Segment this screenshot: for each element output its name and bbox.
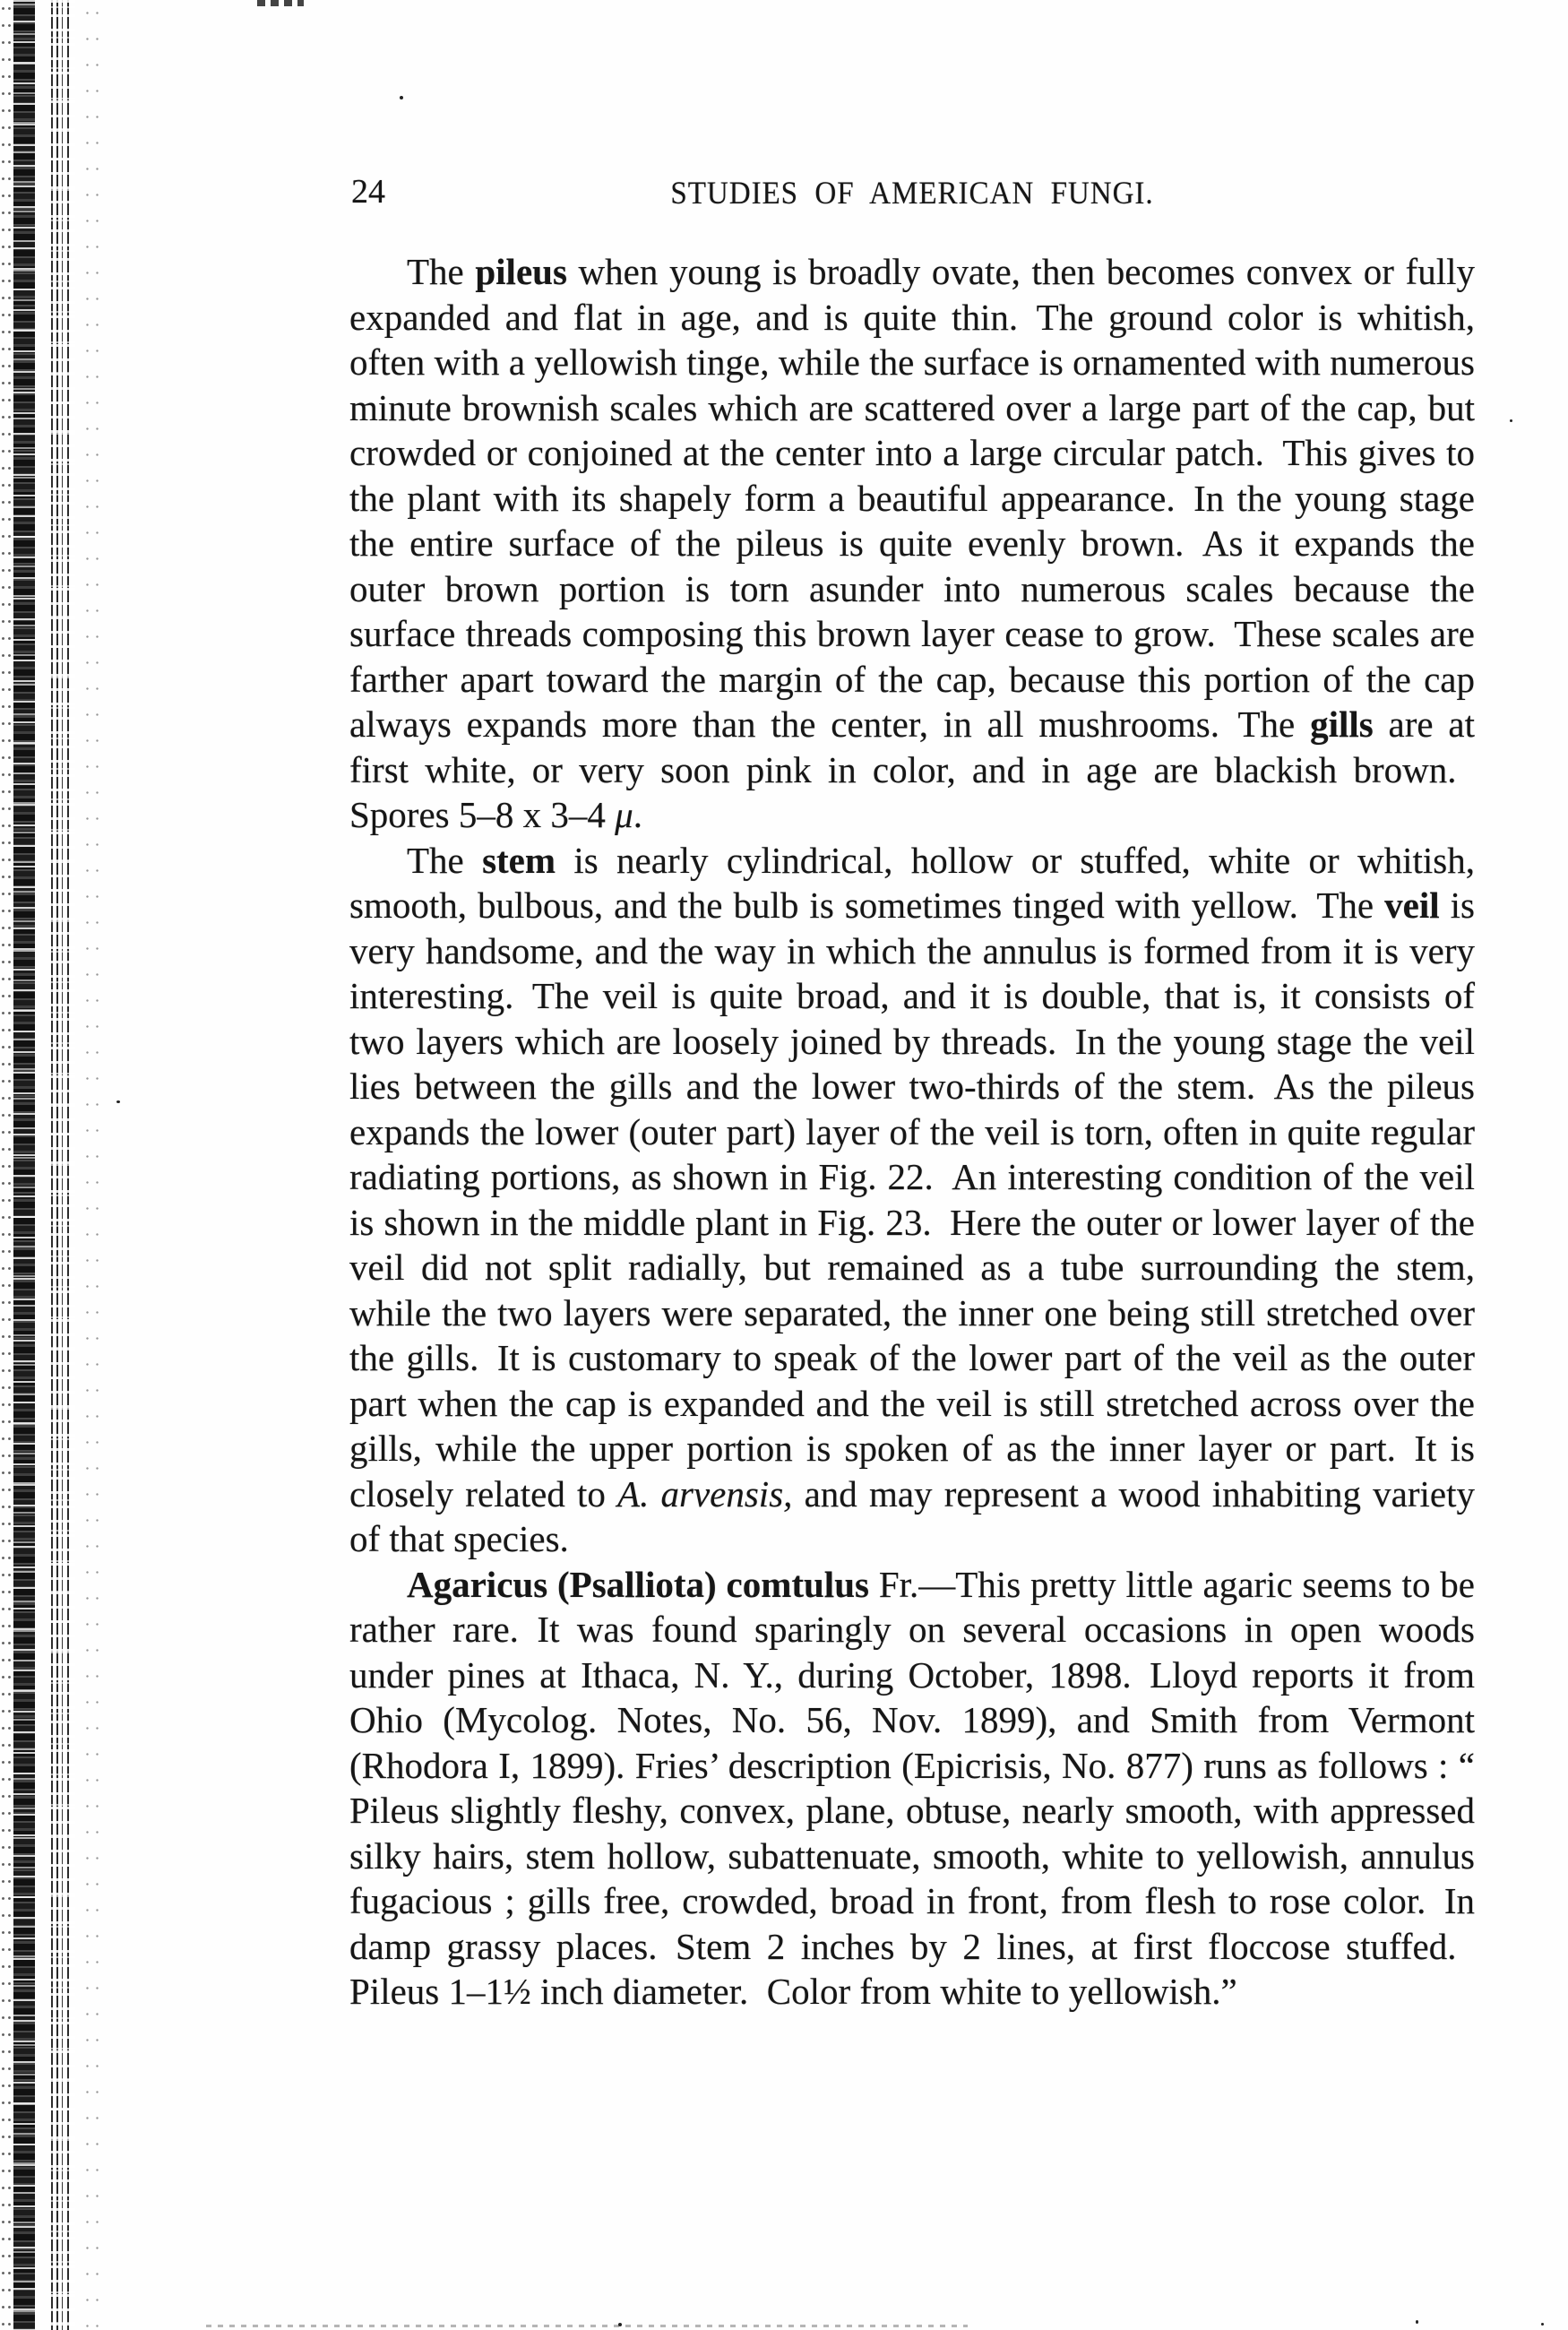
text-segment: are at first white, or very soon pink in color, and in age are blackish brown. Spores 5–8 x 3–4 (349, 703, 1476, 835)
text-segment: and may represent a wood inhabiting variety of that species. (349, 1472, 1475, 1559)
page-header (349, 174, 1475, 217)
scan-binding-band-dashed (51, 0, 75, 2330)
scan-speck (618, 2323, 622, 2326)
text-segment: The (407, 251, 476, 292)
text-segment-italic: A. arvensis, (617, 1472, 793, 1514)
scan-edge-speckle-left (0, 0, 11, 2330)
scan-noise-bottom-line (206, 2325, 968, 2327)
text-segment: is nearly cylindrical, hollow or stuffed, white or whitish, smooth, bulbous, and the bulb is sometimes tinged with yellow. The (349, 839, 1475, 926)
text-segment: is very handsome, and the way in which the annulus is formed from it is very interesting. The veil is quite broad, and it is double, that is, it consists of two layers which are loosely joined by threads. In the young stage the veil lies between the gills and the lower two-thirds of the stem. As the pileus expands the lower (outer part) layer of the veil is torn, often in quite regular radiating portions, as shown in Fig. 22. An interesting condition of the veil is shown in the middle plant in Fig. 23. Here the outer or lower layer of the veil did not split radially, but remained as a tube surrounding the stem, while the two layers were separated, the inner one being still stretched over the gills. It is customary to speak of the lower part of the veil as the outer part when the cap is expanded and the veil is still stretched across over the gills, while the upper portion is spoken of as the inner layer or part. It is closely related to (349, 885, 1475, 1514)
scan-speck (1510, 419, 1512, 422)
scan-edge-speckle-inner (82, 0, 102, 2330)
scan-speck (400, 96, 403, 99)
text-segment-bold: veil (1384, 885, 1440, 926)
paragraph (349, 1562, 1475, 2015)
text-segment: Fr.—This pretty little agaric seems to be rather rare. It was found sparingly on several occasions in open woods under pines at Ithaca, N. Y., during October, 1898. Lloyd reports it from Ohio (Mycolog. Notes, No. 56, Nov. 1899), and Smith from Vermont (Rhodora I, 1899). Fries’ description (Epicrisis, No. 877) runs as follows : “ Pileus slightly fleshy, convex, plane, obtuse, nearly smooth, with appressed silky hairs, stem hollow, subattenuate, smooth, white to yellowish, annulus fugacious ; gills free, crowded, broad in front, from flesh to rose color. In damp grassy places. Stem 2 inches by 2 lines, at first floccose stuffed. Pileus 1–1½ inch diameter. Color from white to yellowish.” (349, 1563, 1476, 2012)
body-text (349, 249, 1475, 2015)
running-title: STUDIES OF AMERICAN FUNGI. (670, 175, 1154, 211)
paragraph (349, 249, 1475, 838)
scan-speck (1416, 2320, 1418, 2324)
text-segment-italic: μ (615, 794, 633, 835)
scan-binding-band-dense (13, 0, 35, 2330)
scan-noise-top-marks (257, 0, 304, 6)
text-segment-bold: pileus (475, 251, 567, 292)
scan-speck (1541, 2323, 1544, 2326)
text-segment: when young is broadly ovate, then becomes convex or fully expanded and flat in age, and is quite thin. The ground color is whitish, often with a yellowish tinge, while the surface is ornamented with numerous minute brownish scales which are scattered over a large part of the cap, but crowded or conjoined at the center into a large circular patch. This gives to the plant with its shapely form a beautiful appearance. In the young stage the entire surface of the pileus is quite evenly brown. As it expands the outer brown portion is torn asunder into numerous scales because the surface threads composing this brown layer cease to grow. These scales are farther apart toward the margin of the cap, because this portion of the cap always expands more than the center, in all mushrooms. The (349, 251, 1475, 745)
scan-speck (116, 1100, 120, 1103)
page-number: 24 (351, 173, 385, 211)
text-segment-bold: stem (482, 839, 556, 881)
paragraph (349, 838, 1475, 1562)
text-segment: . (633, 794, 642, 835)
text-segment: The (407, 839, 483, 881)
text-segment-bold: gills (1310, 703, 1374, 745)
text-segment-bold: Agaricus (Psalliota) comtulus (407, 1563, 869, 1605)
